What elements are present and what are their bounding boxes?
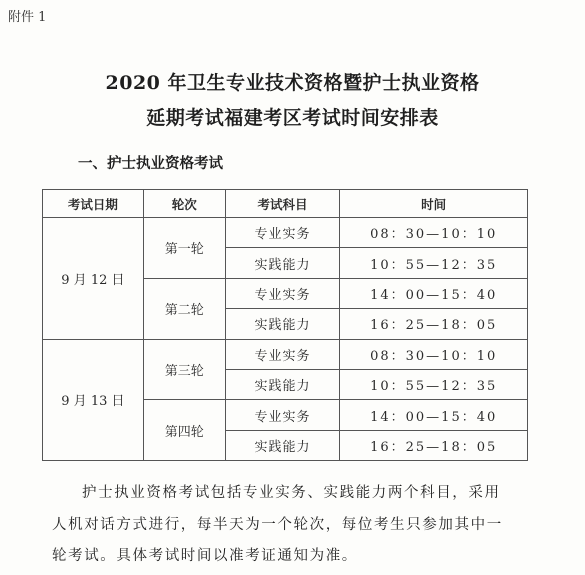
subject-cell: 专业实务 [225,400,340,430]
round-cell: 第一轮 [143,218,225,279]
time-cell: 14：00—15：40 [340,278,528,308]
subject-cell: 专业实务 [225,278,340,308]
paragraph-line: 人机对话方式进行，每半天为一个轮次，每位考生只参加其中一 [52,516,503,533]
section-heading: 一、护士执业资格考试 [78,155,223,172]
header-round: 轮次 [143,190,225,218]
header-date: 考试日期 [43,190,144,218]
header-time: 时间 [340,190,528,218]
round-cell: 第四轮 [143,400,225,461]
date-cell: 9 月 13 日 [43,339,144,461]
attachment-label: 附件 1 [8,10,47,25]
explanation-paragraph [52,478,532,573]
exam-schedule-table [42,189,528,461]
header-subject: 考试科目 [225,190,340,218]
round-cell: 第三轮 [143,339,225,400]
time-cell: 10：55—12：35 [340,248,528,278]
table-row [43,218,528,248]
subject-cell: 实践能力 [225,309,340,339]
subject-cell: 实践能力 [225,248,340,278]
subject-cell: 实践能力 [225,369,340,399]
document-title-line-2: 延期考试福建考区考试时间安排表 [146,107,439,129]
paragraph-line: 轮考试。具体考试时间以准考证通知为准。 [52,548,358,564]
table-row [43,339,528,369]
time-cell: 14：00—15：40 [340,400,528,430]
time-cell: 16：25—18：05 [340,430,528,460]
round-cell: 第二轮 [143,278,225,339]
date-cell: 9 月 12 日 [43,218,144,340]
time-cell: 08：30—10：10 [340,218,528,248]
document-title-line-1: 2020 年卫生专业技术资格暨护士执业资格 [105,72,480,94]
time-cell: 10：55—12：35 [340,369,528,399]
subject-cell: 专业实务 [225,339,340,369]
subject-cell: 实践能力 [225,430,340,460]
paragraph-line: 护士执业资格考试包括专业实务、实践能力两个科目，采用 [82,485,501,501]
subject-cell: 专业实务 [225,218,340,248]
time-cell: 16：25—18：05 [340,309,528,339]
table-header-row [43,190,528,218]
time-cell: 08：30—10：10 [340,339,528,369]
